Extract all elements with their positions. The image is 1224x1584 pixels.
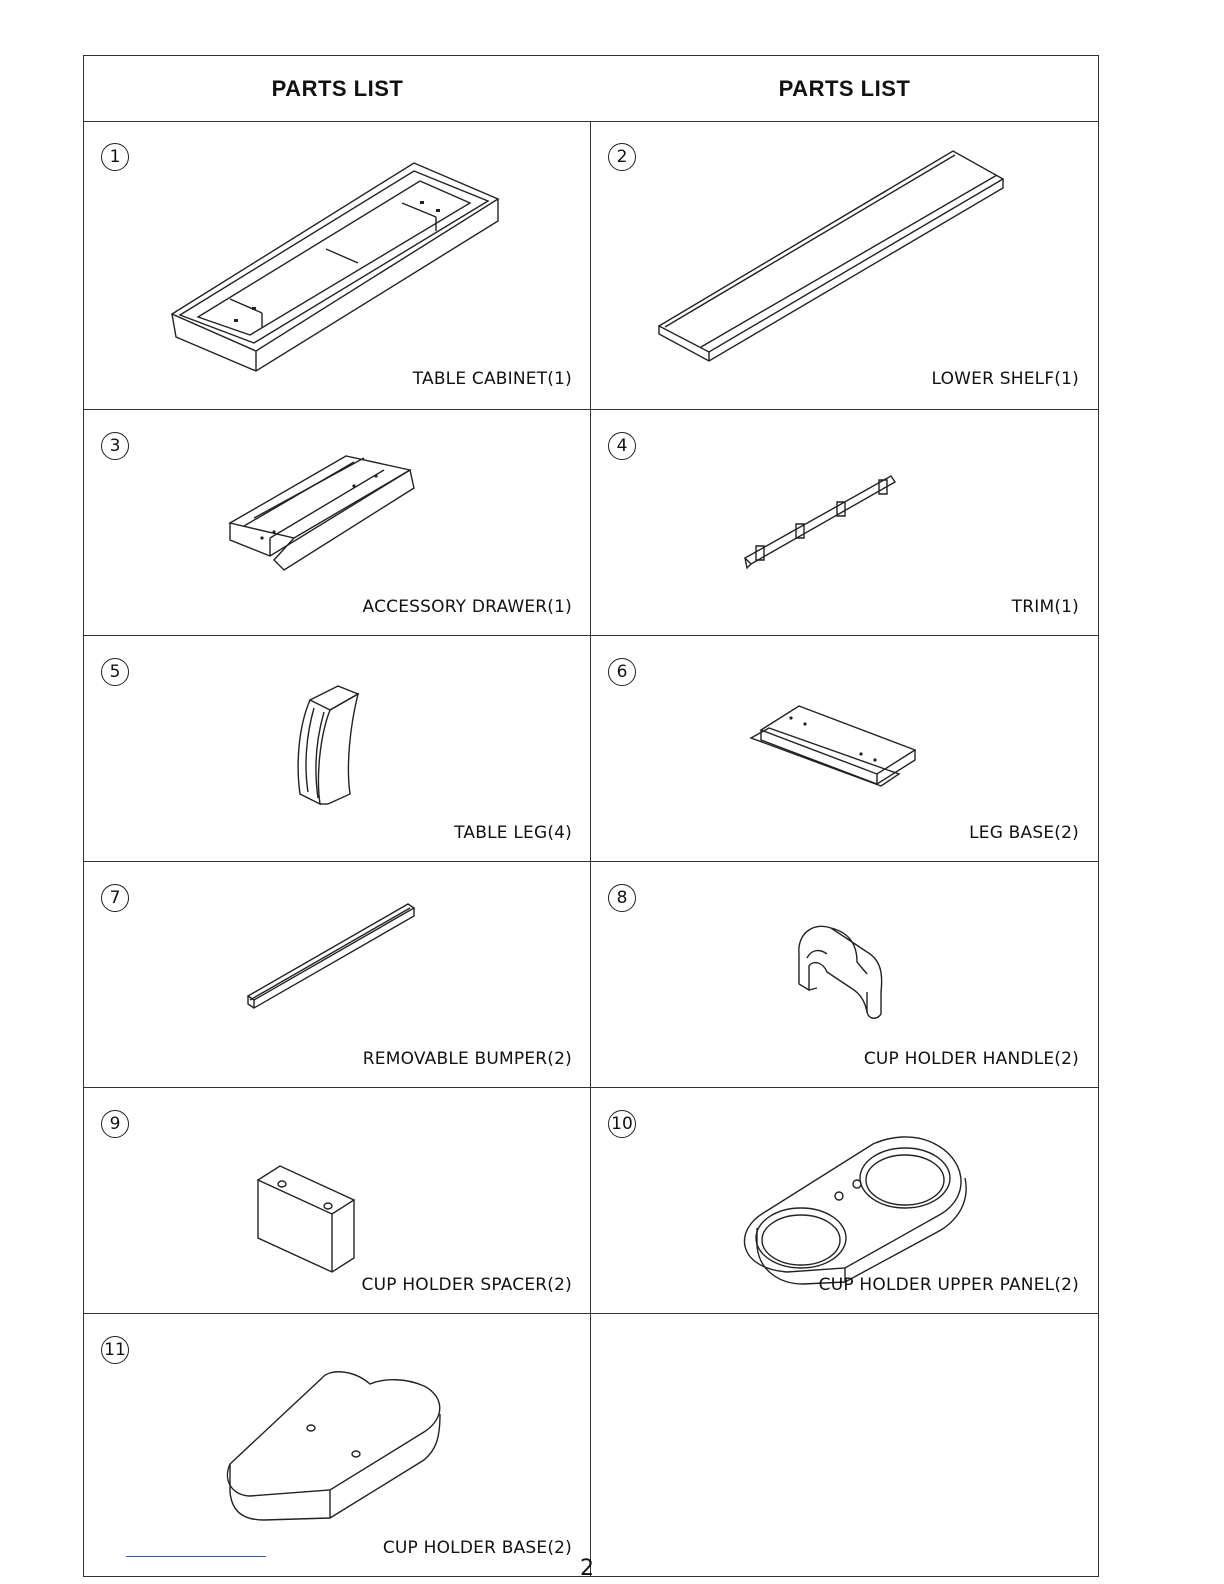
page-number: 2 [580, 1556, 594, 1581]
part-cell-leg-base [591, 636, 1097, 861]
part-label: TABLE CABINET(1) [412, 369, 572, 389]
part-cell-removable-bumper [84, 862, 590, 1087]
part-number-badge: 8 [608, 884, 636, 912]
parts-list-header [84, 56, 1098, 122]
part-number-badge: 9 [101, 1110, 129, 1138]
part-cell-accessory-drawer [84, 410, 590, 635]
parts-grid [84, 121, 1098, 1576]
part-cell-table-cabinet [84, 121, 590, 409]
part-label: TABLE LEG(4) [454, 823, 572, 843]
part-label: TRIM(1) [1011, 597, 1079, 617]
part-label: CUP HOLDER HANDLE(2) [863, 1049, 1079, 1069]
part-cell-cup-holder-upper-panel [591, 1088, 1097, 1313]
part-cell-lower-shelf [591, 121, 1097, 409]
part-number-badge: 2 [608, 143, 636, 171]
part-label: ACCESSORY DRAWER(1) [362, 597, 572, 617]
part-label: CUP HOLDER UPPER PANEL(2) [818, 1275, 1079, 1295]
parts-list-sheet [83, 55, 1099, 1577]
header-title-left: PARTS LIST [271, 76, 404, 101]
part-cell-cup-holder-base [84, 1314, 590, 1578]
part-number-badge: 4 [608, 432, 636, 460]
part-number-badge: 5 [101, 658, 129, 686]
lower-shelf-illustration [591, 121, 1097, 409]
part-cell-trim [591, 410, 1097, 635]
part-number-badge: 1 [101, 143, 129, 171]
part-number-badge: 10 [608, 1110, 636, 1138]
part-number-badge: 11 [101, 1336, 129, 1364]
part-label: LOWER SHELF(1) [931, 369, 1079, 389]
part-label: CUP HOLDER SPACER(2) [361, 1275, 572, 1295]
table-cabinet-illustration [84, 121, 590, 409]
footer-rule [126, 1556, 266, 1557]
part-cell-cup-holder-handle [591, 862, 1097, 1087]
part-number-badge: 6 [608, 658, 636, 686]
part-label: REMOVABLE BUMPER(2) [362, 1049, 572, 1069]
part-label: CUP HOLDER BASE(2) [382, 1538, 572, 1558]
part-label: LEG BASE(2) [969, 823, 1079, 843]
part-cell-table-leg [84, 636, 590, 861]
empty-cell [591, 1314, 1097, 1578]
part-number-badge: 7 [101, 884, 129, 912]
header-title-right: PARTS LIST [778, 76, 911, 101]
part-cell-cup-holder-spacer [84, 1088, 590, 1313]
part-number-badge: 3 [101, 432, 129, 460]
